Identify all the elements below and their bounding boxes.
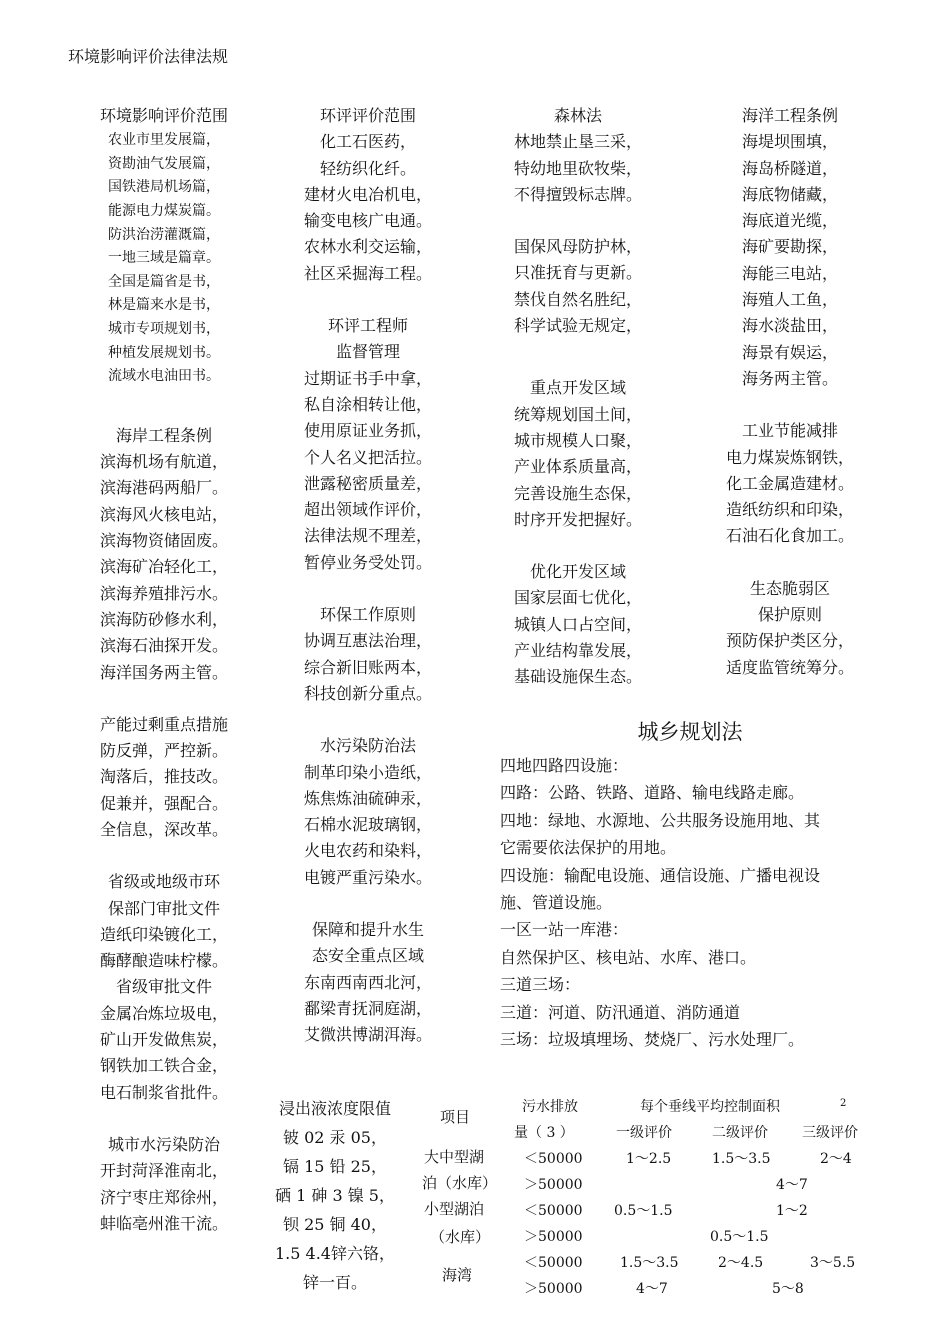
row-sewage: ＞50000	[524, 1229, 583, 1245]
row-merged: 5～8	[772, 1281, 804, 1297]
block-title: 环评评价范围	[319, 106, 416, 125]
block-env-principles	[290, 602, 446, 707]
block-eia-evaluation-scope	[290, 103, 446, 287]
block-line: 化工金属造建材。	[725, 473, 854, 493]
row-sewage: ＞50000	[524, 1177, 583, 1193]
block-line: 统筹规划国土间，	[513, 404, 642, 424]
block-title: 城市水污染防治	[107, 1134, 220, 1154]
block-title: 国保风母防护林，	[513, 237, 642, 257]
block-line: 电镀严重污染水。	[303, 867, 432, 887]
row-sewage: ＜50000	[524, 1151, 583, 1167]
urban-planning-heading: 城乡规划法	[637, 720, 743, 744]
block-line: 法律法规不理差，	[303, 526, 432, 546]
block-line: 滨海矿冶轻化工，	[99, 557, 228, 577]
block-title: 环保工作原则	[319, 605, 416, 625]
block-line: 国铁港局机场篇，	[108, 179, 220, 196]
block-line: 产业体系质量高，	[513, 457, 642, 477]
row-level1: 0.5～1.5	[614, 1203, 673, 1219]
block-line: 建材火电冶机电，	[303, 184, 432, 204]
block-line: 钢铁加工铁合金，	[99, 1056, 228, 1076]
block-line: 造纸纺织和印染，	[725, 500, 854, 520]
row-merged: 0.5～1.5	[710, 1229, 769, 1245]
column-3	[500, 103, 656, 691]
sub-header-level1: 一级评价	[616, 1125, 672, 1141]
block-line: 酶酵酿造味柠檬。	[99, 951, 228, 971]
block-title: 产能过剩重点措施	[99, 714, 228, 734]
block-line: 时序开发把握好。	[513, 509, 642, 529]
block-line: 输变电核广电通。	[303, 211, 432, 231]
block-line: 林是篇来水是书，	[108, 297, 220, 314]
urban-line: 三场：垃圾填埋场、焚烧厂、污水处理厂。	[500, 1030, 805, 1050]
block-title: 环境影响评价范围	[99, 106, 228, 125]
project-row-label: 海湾	[442, 1266, 473, 1284]
block-line: 化工石医药，	[319, 132, 416, 152]
block-line: 电石制浆省批件。	[99, 1082, 228, 1102]
block-line: 艾微洪博湖洱海。	[303, 1025, 432, 1045]
block-line: 城市规模人口聚，	[513, 430, 642, 450]
sewage-header-unit: 量（ 3 ）	[514, 1125, 574, 1141]
row-level3: 3～5.5	[810, 1255, 856, 1271]
block-line: 农业市里发展篇，	[108, 132, 220, 149]
block-water-pollution-law	[290, 733, 446, 891]
block-title: 海洋工程条例	[741, 106, 838, 125]
block-line: 滨海港码两船厂。	[99, 478, 228, 498]
block-fragile-ecology	[710, 576, 870, 681]
urban-line: 一区一站一库港：	[500, 920, 629, 940]
block-line: 开封菏泽淮南北，	[99, 1161, 228, 1181]
page-header: 环境影响评价法律法规	[68, 47, 229, 66]
block-key-development	[500, 375, 656, 533]
block-line: 态安全重点区域	[311, 946, 424, 966]
row-level1: 1.5～3.5	[620, 1255, 679, 1271]
urban-line: 自然保护区、核电站、水库、港口。	[500, 947, 757, 967]
block-line: 滨海机场有航道，	[99, 452, 228, 472]
leachate-line: 1.5 4.4锌六铬，	[275, 1244, 395, 1263]
block-line: 特幼地里砍牧柴，	[513, 158, 642, 178]
column-4	[710, 103, 870, 681]
urban-line: 四地：绿地、水源地、公共服务设施用地、其	[500, 810, 821, 830]
block-line: 炼焦炼油硫砷汞，	[303, 788, 432, 808]
block-line: 海堤坝围填，	[741, 132, 838, 152]
block-line: 城市专项规划书，	[108, 321, 220, 338]
block-line: 制革印染小造纸，	[303, 762, 432, 782]
monitoring-table	[500, 1094, 900, 1304]
project-row-label: 小型湖泊	[424, 1200, 485, 1218]
block-title: 环评工程师	[327, 316, 408, 336]
sub-header-level3: 三级评价	[802, 1125, 858, 1141]
urban-line: 四设施：输配电设施、通信设施、广播电视设	[500, 865, 821, 885]
block-line: 国家层面七优化，	[513, 588, 642, 608]
block-line: 保护原则	[757, 605, 822, 625]
block-line: 全信息，深改革。	[99, 819, 228, 839]
row-merged: 1～2	[776, 1203, 808, 1219]
block-line: 滨海养殖排污水。	[99, 583, 228, 603]
block-line: 综合新旧账两本，	[303, 657, 432, 677]
leachate-line: 钡 25 铜 40，	[283, 1215, 387, 1234]
block-line: 全国是篇省是书，	[108, 273, 220, 290]
urban-line: 四地四路四设施：	[500, 756, 629, 775]
block-forest-law	[500, 103, 656, 208]
block-line: 流域水电油田书。	[108, 368, 220, 385]
row-merged: 4～7	[776, 1177, 808, 1193]
block-line: 科学试验无规定，	[513, 316, 642, 336]
block-title: 生态脆弱区	[749, 578, 830, 598]
column-1	[84, 103, 244, 1237]
block-line: 只准抚育与更新。	[513, 263, 642, 283]
block-line: 东南西南西北河，	[303, 972, 432, 992]
block-line: 预防保护类区分，	[725, 631, 854, 651]
block-provincial-approval	[84, 869, 244, 1106]
column-2	[290, 103, 446, 1049]
block-line: 淘落后，推技改。	[99, 767, 228, 787]
block-line: 海底道光缆，	[741, 211, 838, 231]
block-line: 海殖人工鱼，	[741, 290, 838, 310]
row-level3: 2～4	[820, 1151, 852, 1167]
block-line: 监督管理	[335, 342, 400, 362]
block-line: 促兼并，强配合。	[99, 793, 228, 813]
row-sewage: ＜50000	[524, 1255, 583, 1271]
block-line: 暂停业务受处罚。	[303, 552, 432, 572]
block-line: 鄱梁青抚洞庭湖，	[303, 998, 432, 1018]
block-line: 省级审批文件	[115, 977, 212, 997]
block-line: 适度监管统筹分。	[725, 657, 854, 677]
block-line: 海矿要勘探，	[741, 237, 838, 257]
urban-line: 四路：公路、铁路、道路、输电线路走廊。	[500, 783, 805, 803]
block-line: 完善设施生态保，	[513, 483, 642, 503]
row-level1: 4～7	[636, 1281, 668, 1297]
block-line: 滨海风火核电站，	[99, 504, 228, 524]
block-line: 社区采掘海工程。	[303, 263, 432, 283]
sub-header-level2: 二级评价	[712, 1125, 768, 1141]
block-industrial-energy	[710, 418, 870, 549]
block-line: 造纸印染镀化工，	[99, 924, 228, 944]
block-overcapacity	[84, 712, 244, 843]
block-title: 优化开发区域	[529, 562, 626, 582]
block-protected-forest	[500, 234, 656, 339]
project-row-label: （水库）	[430, 1228, 491, 1246]
project-header: 项目	[440, 1108, 471, 1126]
block-line: 协调互惠法治理，	[303, 631, 432, 651]
block-line: 禁伐自然名胜纪，	[513, 289, 642, 309]
block-line: 城镇人口占空间，	[513, 614, 642, 634]
leachate-line: 铍 02 汞 05，	[283, 1128, 387, 1147]
leachate-limits	[255, 1094, 415, 1297]
block-line: 金属冶炼垃圾电，	[99, 1003, 228, 1023]
block-line: 滨海物资储固废。	[99, 531, 228, 551]
project-row-label: 大中型湖	[424, 1148, 485, 1166]
block-line: 不得擅毁标志牌。	[513, 184, 642, 204]
urban-line: 三道：河道、防汛通道、消防通道	[500, 1002, 741, 1022]
block-title: 重点开发区域	[529, 378, 626, 398]
area-header: 每个垂线平均控制面积	[640, 1099, 780, 1115]
block-line: 农林水利交运输，	[303, 237, 432, 257]
block-title: 森林法	[553, 106, 602, 125]
urban-line: 施、管道设施。	[500, 893, 613, 913]
block-line: 资勘油气发展篇，	[108, 155, 220, 172]
block-engineer-supervision	[290, 313, 446, 576]
block-line: 蚌临亳州淮干流。	[99, 1213, 228, 1233]
block-line: 海岛桥隧道，	[741, 158, 838, 178]
block-marine-regulation	[710, 103, 870, 392]
block-line: 基础设施保生态。	[513, 667, 642, 687]
block-line: 一地三域是篇章。	[108, 250, 220, 267]
block-title: 保障和提升水生	[311, 920, 424, 940]
block-line: 海能三电站，	[741, 263, 838, 283]
block-urban-water-pollution	[84, 1132, 244, 1237]
block-line: 产业结构靠发展，	[513, 641, 642, 661]
block-line: 石油石化食加工。	[725, 526, 854, 546]
block-line: 种植发展规划书。	[108, 344, 220, 361]
block-title: 省级或地级市环	[107, 872, 220, 892]
block-line: 石棉水泥玻璃钢，	[303, 815, 432, 835]
row-sewage: ＜50000	[524, 1203, 583, 1219]
block-coastal-regulation	[84, 423, 244, 686]
block-line: 滨海石油探开发。	[99, 636, 228, 656]
block-line: 海水淡盐田，	[741, 316, 838, 336]
block-eia-scope	[84, 103, 244, 389]
block-line: 电力煤炭炼钢铁，	[725, 447, 854, 467]
row-sewage: ＞50000	[524, 1281, 583, 1297]
block-line: 保部门审批文件	[107, 898, 220, 918]
leachate-line: 硒 1 砷 3 镍 5，	[275, 1186, 395, 1205]
block-line: 海底物储藏，	[741, 184, 838, 204]
block-line: 海景有娱运，	[741, 342, 838, 362]
block-line: 矿山开发做焦炭，	[99, 1030, 228, 1050]
area-header-sup: 2	[840, 1098, 847, 1109]
urban-line: 它需要依法保护的用地。	[500, 838, 677, 858]
block-line: 轻纺织化纤。	[319, 158, 416, 178]
block-line: 防洪治涝灌溉篇，	[108, 226, 220, 243]
block-line: 防反弹，严控新。	[99, 741, 228, 761]
block-line: 济宁枣庄郑徐州，	[99, 1187, 228, 1207]
sewage-header: 污水排放	[522, 1099, 578, 1115]
block-line: 个人名义把活拉。	[303, 447, 432, 467]
block-title: 海岸工程条例	[115, 425, 212, 445]
block-line: 过期证书手中拿，	[303, 368, 432, 388]
block-line: 私自涂相转让他，	[303, 394, 432, 414]
block-title: 水污染防治法	[319, 736, 416, 756]
block-line: 科技创新分重点。	[303, 683, 432, 703]
row-level2: 1.5～3.5	[712, 1151, 771, 1167]
block-line: 使用原证业务抓，	[303, 421, 432, 441]
block-line: 海务两主管。	[741, 368, 838, 388]
row-level2: 2～4.5	[718, 1255, 764, 1271]
leachate-line: 锌一百。	[302, 1273, 367, 1292]
block-line: 超出领域作评价，	[303, 500, 432, 520]
block-line: 滨海防砂修水利，	[99, 609, 228, 629]
block-optimized-development	[500, 559, 656, 690]
project-row-label: 泊（水库）	[422, 1174, 498, 1192]
leachate-title: 浸出液浓度限值	[278, 1099, 391, 1118]
block-line: 泄露秘密质量差，	[303, 473, 432, 493]
block-water-ecology	[290, 917, 446, 1048]
block-title: 工业节能减排	[741, 421, 838, 441]
block-line: 林地禁止垦三采，	[513, 132, 642, 152]
block-line: 海洋国务两主管。	[99, 662, 228, 682]
block-line: 能源电力煤炭篇。	[108, 203, 220, 220]
urban-planning-text	[500, 752, 890, 1053]
row-level1: 1～2.5	[626, 1151, 672, 1167]
leachate-line: 镉 15 铅 25，	[283, 1157, 387, 1176]
block-line: 火电农药和染料，	[303, 841, 432, 861]
urban-line: 三道三场：	[500, 975, 581, 995]
